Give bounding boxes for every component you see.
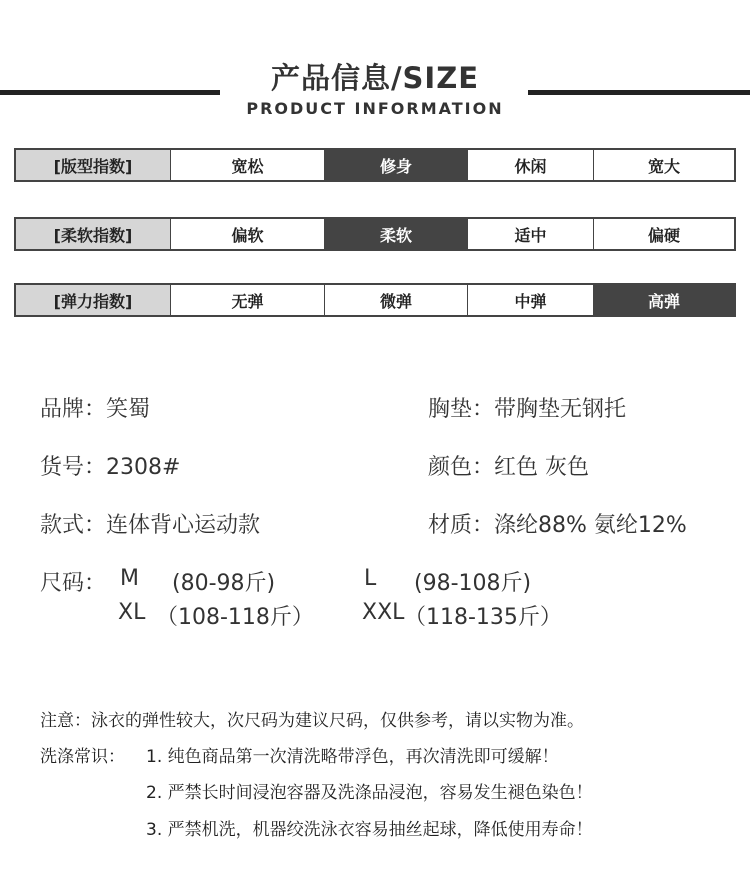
scale-option: 休闲 bbox=[467, 150, 593, 180]
wash-item: 3. 严禁机洗，机器绞洗泳衣容易抽丝起球，降低使用寿命！ bbox=[146, 820, 593, 840]
scale-option: 无弹 bbox=[170, 285, 324, 315]
scale-option: 偏软 bbox=[170, 219, 324, 249]
scale-option: 宽松 bbox=[170, 150, 324, 180]
scale-label: [版型指数] bbox=[16, 150, 170, 180]
attention-note: 注意：泳衣的弹性较大，次尺码为建议尺码，仅供参考，请以实物为准。 bbox=[40, 711, 584, 731]
size-l: L bbox=[364, 566, 377, 591]
wash-item: 2. 严禁长时间浸泡容器及洗涤品浸泡，容易发生褪色染色！ bbox=[146, 783, 593, 803]
material-info: 材质：涤纶88% 氨纶12% bbox=[428, 513, 687, 538]
scale-option: 偏硬 bbox=[593, 219, 734, 249]
scale-option-selected: 高弹 bbox=[593, 285, 734, 315]
scale-option-selected: 修身 bbox=[324, 150, 467, 180]
softness-index-scale bbox=[14, 217, 736, 251]
size-label: 尺码： bbox=[40, 571, 107, 596]
scale-option-selected: 柔软 bbox=[324, 219, 467, 249]
elasticity-index-scale bbox=[14, 283, 736, 317]
page-subtitle: PRODUCT INFORMATION bbox=[246, 99, 504, 118]
size-l-range: (98-108斤) bbox=[414, 571, 532, 596]
scale-option: 中弹 bbox=[467, 285, 593, 315]
color-info: 颜色：红色 灰色 bbox=[428, 455, 589, 480]
size-xxl-range: （118-135斤） bbox=[404, 605, 562, 630]
scale-label: [柔软指数] bbox=[16, 219, 170, 249]
size-m: M bbox=[120, 566, 139, 591]
page-title: 产品信息/SIZE bbox=[270, 61, 480, 95]
size-m-range: (80-98斤) bbox=[172, 571, 276, 596]
item-number-info: 货号：2308# bbox=[40, 455, 181, 480]
scale-option: 适中 bbox=[467, 219, 593, 249]
scale-label: [弹力指数] bbox=[16, 285, 170, 315]
style-info: 款式：连体背心运动款 bbox=[40, 513, 261, 538]
pad-info: 胸垫：带胸垫无钢托 bbox=[428, 397, 627, 422]
scale-option: 微弹 bbox=[324, 285, 467, 315]
fit-index-scale bbox=[14, 148, 736, 182]
wash-label: 洗涤常识： bbox=[40, 747, 125, 767]
size-xl: XL bbox=[118, 600, 146, 625]
size-xxl: XXL bbox=[362, 600, 405, 625]
scale-option: 宽大 bbox=[593, 150, 734, 180]
wash-item: 1. 纯色商品第一次清洗略带浮色，再次清洗即可缓解！ bbox=[146, 747, 559, 767]
size-xl-range: （108-118斤） bbox=[156, 605, 314, 630]
brand-info: 品牌：笑蜀 bbox=[40, 397, 151, 422]
